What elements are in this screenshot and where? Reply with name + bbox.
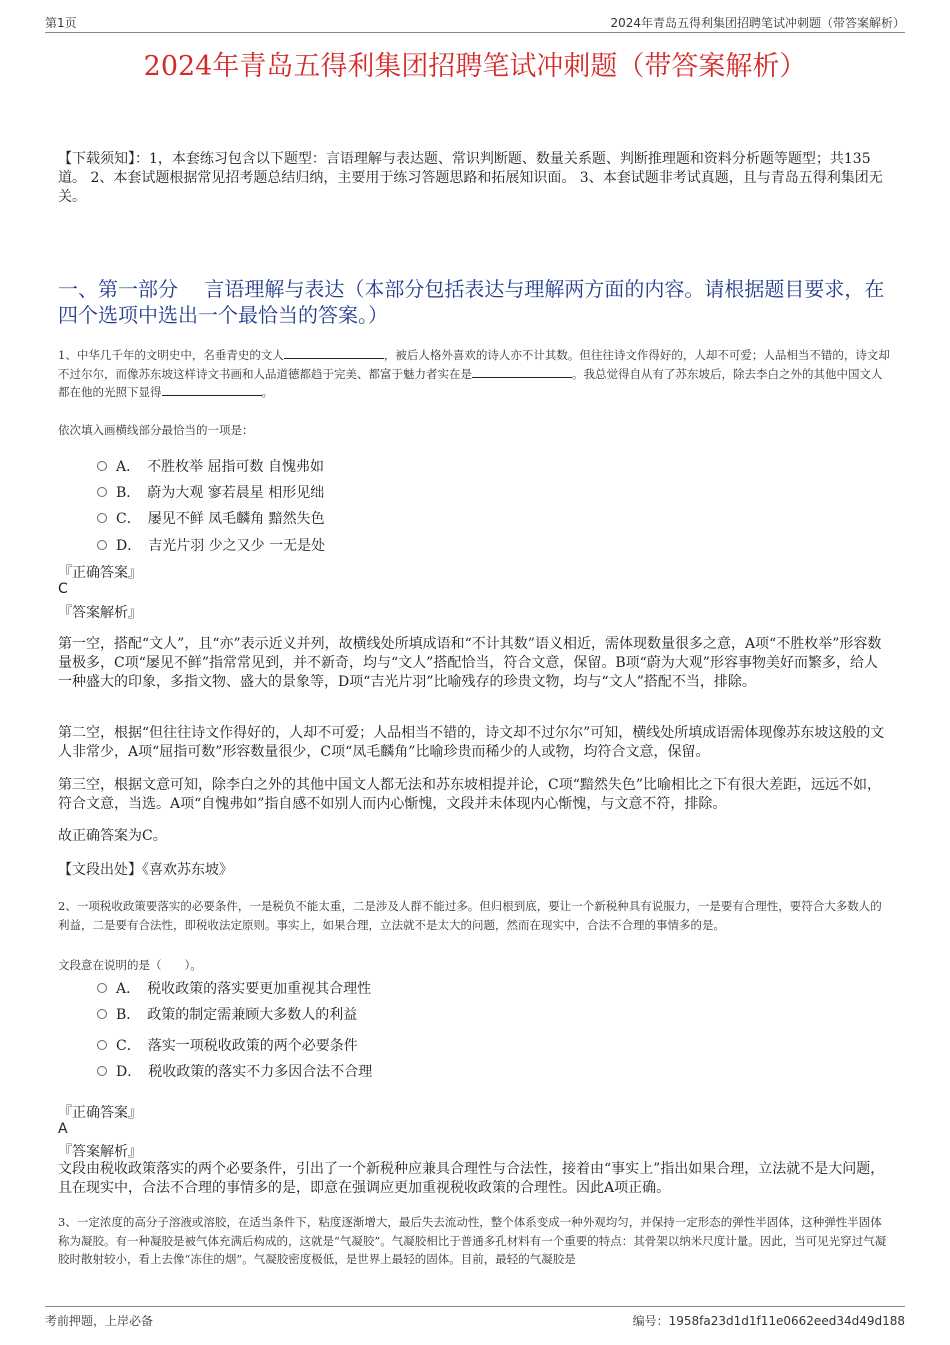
q1-option-c-label: C． 屡见不鲜 凤毛麟角 黯然失色	[116, 511, 325, 527]
q2-option-a[interactable]	[97, 978, 371, 998]
q2-analysis: 文段由税收政策落实的两个必要条件，引出了一个新税种应兼具合理性与合法性，接着由“事实上”指出如果合理，立法就不是大问题，且在现实中，合法不合理的事情多的是，即意在强调应更加重视税收政策的合理性。因此A项正确。	[58, 1161, 885, 1196]
q1-option-c[interactable]	[97, 508, 325, 528]
radio-icon[interactable]	[97, 1009, 107, 1019]
q1-answer-label: 『正确答案』	[58, 565, 142, 581]
q2-option-c-label: C． 落实一项税收政策的两个必要条件	[116, 1038, 358, 1054]
footer-divider	[45, 1306, 905, 1307]
radio-icon[interactable]	[97, 540, 107, 550]
footer-serial: 编号：1958fa23d1d1f11e0662eed34d49d188	[632, 1314, 905, 1328]
radio-icon[interactable]	[97, 487, 107, 497]
page-title: 2024年青岛五得利集团招聘笔试冲刺题（带答案解析）	[143, 51, 807, 82]
q2-analysis-label: 『答案解析』	[58, 1144, 142, 1160]
q1-text-part4: 。	[261, 385, 273, 399]
question-2-text: 2、一项税收政策要落实的必要条件，一是税负不能太重，二是涉及人群不能过多。但归根到底，要让一个新税种具有说服力，一是要有合理性，要符合大多数人的利益，二是要有合法性，即税收法定原则。事实上，如果合理，立法就不是太大的问题，然而在现实中，合法不合理的事情多的是。	[58, 899, 882, 932]
q1-analysis-conclusion: 故正确答案为C。	[58, 828, 167, 844]
q2-option-d[interactable]	[97, 1061, 372, 1081]
page-number: 第1页	[45, 16, 77, 30]
q1-text-part1: 1、中华几千年的文明史中，名垂青史的文人	[58, 348, 284, 362]
q1-source: 【文段出处】《喜欢苏东坡》	[58, 862, 233, 878]
q1-option-a[interactable]	[97, 456, 324, 476]
header-divider	[45, 32, 905, 33]
q1-analysis-para-1: 第一空，搭配“文人”，且“亦”表示近义并列，故横线处所填成语和“不计其数”语义相近，需体现数量很多之意，A项“不胜枚举”形容数量极多，C项“屡见不鲜”指常常见到，并不新奇，均与“文人”搭配恰当，符合文意，保留。B项“蔚为大观”形容事物美好而繁多，给人一种盛大的印象，多指文物、盛大的景象等，D项“吉光片羽”比喻残存的珍贵文物，均与“文人”搭配不当，排除。	[58, 636, 882, 690]
radio-icon[interactable]	[97, 513, 107, 523]
q2-option-b[interactable]	[97, 1004, 357, 1024]
q1-option-d-label: D． 吉光片羽 少之又少 一无是处	[116, 538, 326, 554]
download-notice: 【下载须知】：1，本套练习包含以下题型：言语理解与表达题、常识判断题、数量关系题、判断推理题和资料分析题等题型；共135道。 2、本套试题根据常见招考题总结归纳，主要用于练习答题思路和拓展知识面。 3、本套试题非考试真题，且与青岛五得利集团无关。	[58, 151, 883, 205]
q1-option-d[interactable]	[97, 535, 325, 555]
q2-answer-label: 『正确答案』	[58, 1105, 142, 1121]
header-doc-title: 2024年青岛五得利集团招聘笔试冲刺题（带答案解析）	[610, 16, 905, 30]
footer-slogan: 考前押题，上岸必备	[45, 1314, 154, 1328]
q2-option-b-label: B． 政策的制定需兼顾大多数人的利益	[116, 1007, 358, 1023]
question-1-prompt: 依次填入画横线部分最恰当的一项是：	[58, 423, 254, 437]
q1-text-part3: 。我总觉得自从有了苏东坡后，除去李白之外的其他中国文人都在他的光照下显得	[58, 366, 883, 399]
q1-text-part2: ，被后人格外喜欢的诗人亦不计其数。但往往诗文作得好的，人却不可爱；人品相当不错的，诗文却不过尔尔，而像苏东坡这样诗文书画和人品道德都趋于完美、都富于魅力者实在是	[58, 348, 890, 381]
q1-blank-1	[284, 346, 384, 359]
radio-icon[interactable]	[97, 983, 107, 993]
q1-analysis-para-2: 第二空，根据“但往往诗文作得好的，人却不可爱；人品相当不错的，诗文却不过尔尔”可知，横线处所填成语需体现像苏东坡这般的文人非常少，A项“屈指可数”形容数量很少，C项“凤毛麟角”比喻珍贵而稀少的人或物，均符合文意，保留。	[58, 725, 885, 760]
q1-analysis-para-3: 第三空，根据文意可知，除李白之外的其他中国文人都无法和苏东坡相提并论，C项“黯然失色”比喻相比之下有很大差距，远远不如，符合文意，当选。A项“自愧弗如”指自感不如别人而内心惭愧，文段并未体现内心惭愧，与文意不符，排除。	[58, 777, 882, 812]
q2-option-a-label: A． 税收政策的落实要更加重视其合理性	[116, 981, 372, 997]
question-2-prompt: 文段意在说明的是（ ）。	[58, 958, 202, 972]
q1-blank-3	[162, 383, 262, 396]
radio-icon[interactable]	[97, 1066, 107, 1076]
q1-analysis-label: 『答案解析』	[58, 605, 142, 621]
question-3-text: 3、一定浓度的高分子溶液或溶胶，在适当条件下，粘度逐渐增大，最后失去流动性，整个体系变成一种外观均匀，并保持一定形态的弹性半固体，这种弹性半固体称为凝胶。有一种凝胶是被气体充满后构成的，这就是“气凝胶”。气凝胶相比于普通多孔材料有一个重要的特点：其骨架以纳米尺度计量。因此，当可见光穿过气凝胶时散射较小，看上去像“冻住的烟”。气凝胶密度极低，是世界上最轻的固体。目前，最轻的气凝胶是	[58, 1215, 887, 1266]
q1-option-b-label: B． 蔚为大观 寥若晨星 相形见绌	[116, 485, 325, 501]
question-1-text	[58, 346, 890, 402]
section-heading: 一、第一部分 言语理解与表达（本部分包括表达与理解两方面的内容。请根据题目要求，在四个选项中选出一个最恰当的答案。）	[58, 277, 885, 327]
q1-option-b[interactable]	[97, 482, 324, 502]
q2-option-c[interactable]	[97, 1035, 358, 1055]
radio-icon[interactable]	[97, 1040, 107, 1050]
q1-blank-2	[472, 365, 572, 378]
q1-answer: C	[58, 581, 68, 597]
radio-icon[interactable]	[97, 461, 107, 471]
q2-option-d-label: D． 税收政策的落实不力多因合法不合理	[116, 1064, 373, 1080]
q1-option-a-label: A． 不胜枚举 屈指可数 自愧弗如	[116, 459, 325, 475]
q2-answer: A	[58, 1121, 68, 1137]
